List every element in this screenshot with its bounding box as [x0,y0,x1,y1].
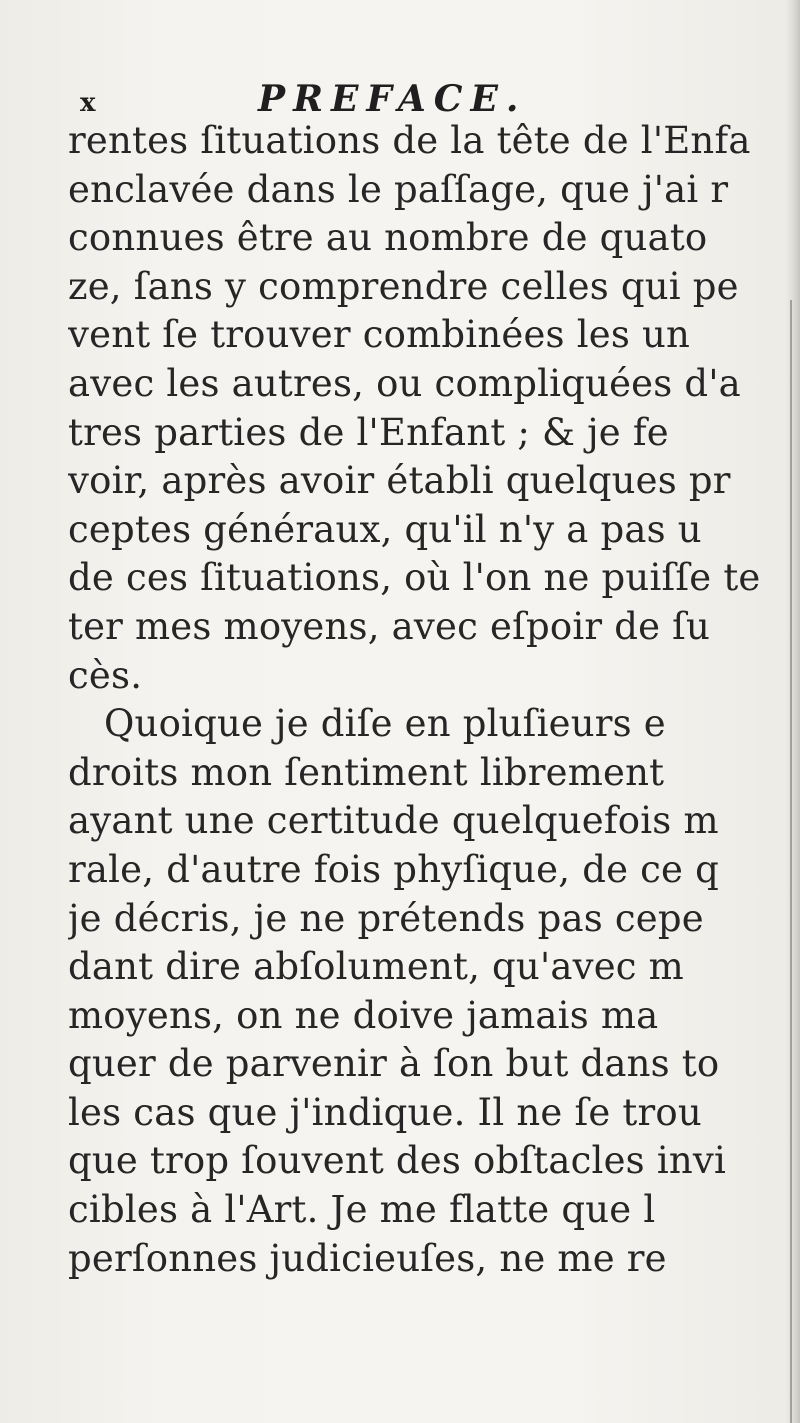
body-text [68,117,788,1417]
text-line: voir, après avoir établi quelques pr [68,459,731,503]
text-line: cès. [68,653,143,697]
text-line: moyens, on ne doive jamais ma [68,993,659,1037]
text-line: ayant une certitude quelquefois m [68,799,719,843]
text-line: droits mon ſentiment librement [68,750,665,794]
text-line: dant dire abſolument, qu'avec m [68,945,684,989]
text-line: tres parties de l'Enfant ; & je fe [68,410,669,454]
text-line: quer de parvenir à ſon but dans to [68,1042,720,1086]
page-header [68,78,768,118]
text-line: enclavée dans le paſſage, que j'ai r [68,167,729,211]
page-edge-line [790,300,792,1423]
page-edge-shadow [786,0,800,1423]
page-number: x [80,88,96,118]
text-line: de ces ſituations, où l'on ne puiſſe te [68,556,761,600]
text-line: avec les autres, ou compliquées d'a [68,361,741,405]
text-line: cibles à l'Art. Je me flatte que l [68,1188,656,1232]
text-line: vent ſe trouver combinées les un [68,313,691,357]
text-line: rale, d'autre fois phyſique, de ce q [68,847,719,891]
text-line: les cas que j'indique. Il ne ſe trou [68,1090,702,1134]
text-line: ze, ſans y comprendre celles qui pe [68,264,739,308]
paragraph-start-line: Quoique je diſe en pluſieurs e [104,702,666,746]
text-line: perſonnes judicieuſes, ne me re [68,1236,667,1280]
text-line: que trop ſouvent des obſtacles invi [68,1139,727,1183]
text-line: rentes ſituations de la tête de l'Enfa [68,119,751,162]
text-line: ter mes moyens, avec eſpoir de ſu [68,604,711,648]
running-head: PREFACE. [258,78,527,120]
text-line: connues être au nombre de quato [68,216,708,260]
text-line: je décris, je ne prétends pas cepe [68,896,704,940]
text-line: ceptes généraux, qu'il n'y a pas u [68,507,702,551]
